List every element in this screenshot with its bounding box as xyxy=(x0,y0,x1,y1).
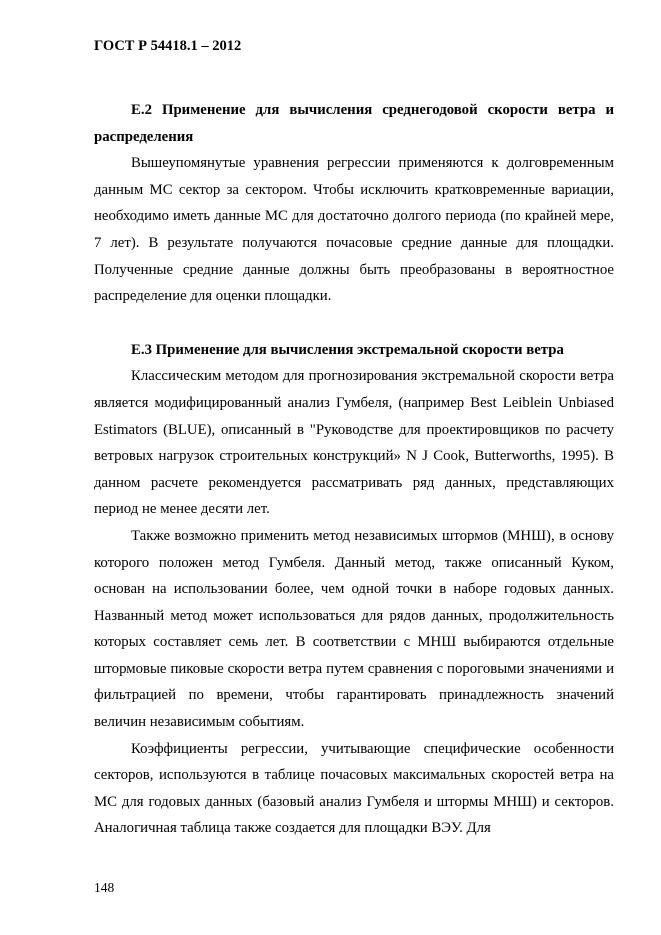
section-heading-e2: Е.2 Применение для вычисления среднегодовой скорости ветра и распределения xyxy=(94,102,614,145)
section-e3-paragraph-1: Классическим методом для прогнозирования экстремальной скорости ветра является модифицированный анализ Гумбеля, (например Best Leiblein Unbiased Estimators (BLUE), описанный в "Руководстве для проектировщиков по расчету ветровых нагрузок строительных конструкций» N J Cook, Butterworths, 1995). В данном расчете рекомендуется рассматривать ряд данных, представляющих период не менее десяти лет. xyxy=(94,368,614,518)
document-header: ГОСТ Р 54418.1 – 2012 xyxy=(94,38,242,54)
page-number: 148 xyxy=(94,880,115,895)
page-content xyxy=(94,97,614,842)
section-e2-paragraph: Вышеупомянутые уравнения регрессии применяются к долговременным данным МС сектор за сектором. Чтобы исключить кратковременные вариации, необходимо иметь данные МС для достаточно долгого периода (по крайней мере, 7 лет). В результате получаются почасовые средние данные для площадки. Полученные средние данные должны быть преобразованы в вероятностное распределение для оценки площадки. xyxy=(94,155,614,305)
section-e3-paragraph-3: Коэффициенты регрессии, учитывающие специфические особенности секторов, используются в таблице почасовых максимальных скоростей ветра на МС для годовых данных (базовый анализ Гумбеля и штормы МНШ) и секторов. Аналогичная таблица также создается для площадки ВЭУ. Для xyxy=(94,740,614,837)
section-gap xyxy=(94,310,614,337)
section-e3-paragraph-2: Также возможно применить метод независимых штормов (МНШ), в основу которого положен метод Гумбеля. Данный метод, также описанный Куком, основан на использовании более, чем одной точки в наборе годовых данных. Названный метод может использоваться для рядов данных, продолжительность которых составляет семь лет. В соответствии с МНШ выбираются отдельные штормовые пиковые скорости ветра путем сравнения с пороговыми значениями и фильтрацией по времени, чтобы гарантировать принадлежность значений величин независимым событиям. xyxy=(94,527,614,731)
section-heading-e3: Е.3 Применение для вычисления экстремальной скорости ветра xyxy=(131,341,564,358)
